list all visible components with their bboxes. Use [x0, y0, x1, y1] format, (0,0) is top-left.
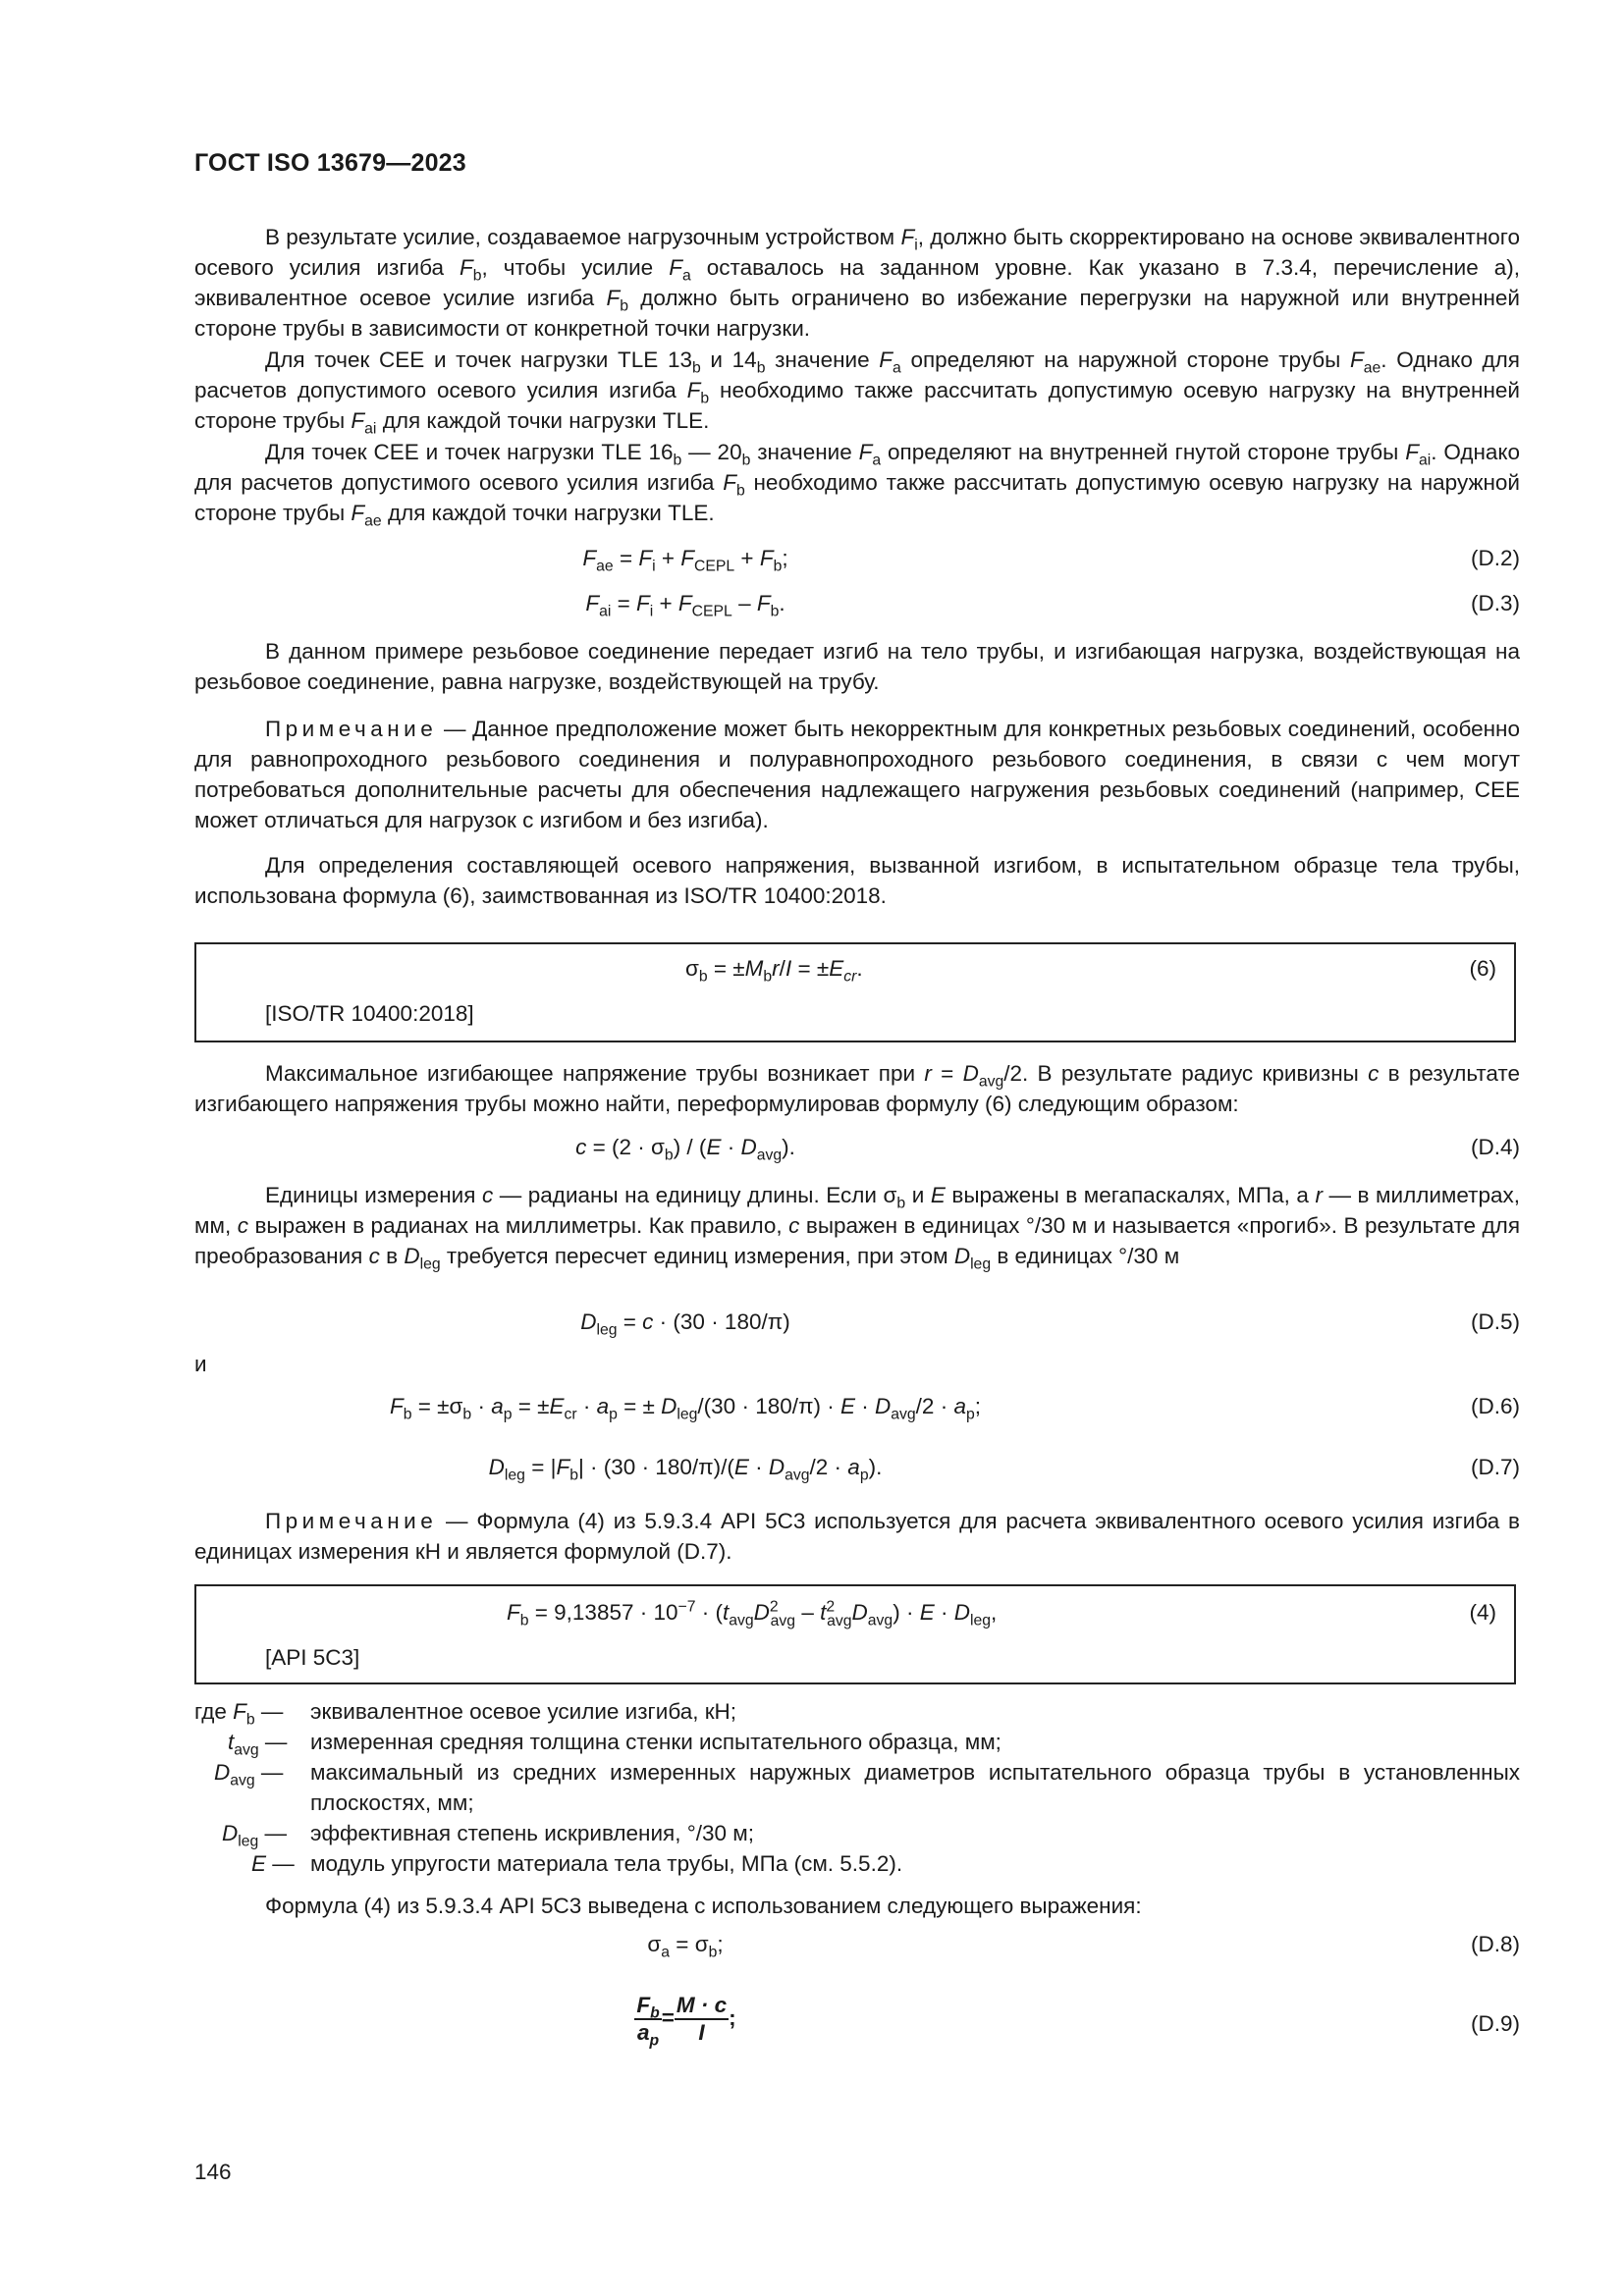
paragraph-6: Максимальное изгибающее напряжение трубы возникает при $r = D_{avg}/2$. В результате радиус кривизны c в результате изгибающего напряжения трубы можно найти, переформулировав формулу (6) следующим образом: — [194, 1061, 1520, 1116]
equation-d7-number: (D.7) — [1471, 1455, 1520, 1479]
formula-6-number: (6) — [1469, 956, 1496, 981]
definition-text: максимальный из средних измеренных наружных диаметров испытательного образца трубы в установленных плоскостях, мм; — [310, 1760, 1520, 1815]
page-number: 146 — [194, 2160, 232, 2184]
equation-d7 — [194, 1451, 1520, 1484]
conjunction-and: и — [194, 1352, 207, 1376]
equation-d9-expression: $\frac{F_b}{a_p}$ = $\frac{M \cdot c}{I}$ ; — [636, 1993, 736, 2050]
equation-d3 — [194, 587, 1520, 620]
document-header: ГОСТ ISO 13679—2023 — [194, 149, 466, 177]
formula-4-expression: $F_b = 9,13857 \cdot 10^{-7} \cdot (t_{avg}D^2_{avg} - t^2_{avg}D_{avg}) \cdot E \cdot D_{leg}$, — [507, 1598, 998, 1629]
equation-d6-number: (D.6) — [1471, 1394, 1520, 1418]
definition-symbol: E — — [251, 1851, 295, 1876]
equation-d7-expression: $D_{leg} = |F_b| \cdot (30 \cdot 180/\pi)/(E \cdot D_{avg}/2 \cdot a_p)$. — [488, 1455, 883, 1484]
equation-d8 — [194, 1928, 1520, 1961]
definition-symbol: $t_{avg}$ — — [228, 1730, 288, 1759]
equation-d4 — [194, 1131, 1520, 1164]
formula-4-number: (4) — [1469, 1600, 1496, 1625]
equation-d5-expression: $D_{leg} = c \cdot (30 \cdot 180/\pi)$ — [580, 1309, 790, 1339]
definition-row — [194, 1848, 1520, 1879]
fraction-left: $\frac{F_b}{a_p}$ — [636, 1993, 660, 2050]
formula-4-source: [API 5C3] — [265, 1645, 360, 1670]
equation-d6 — [194, 1390, 1520, 1423]
equation-d4-expression: $c = (2 \cdot \sigma_b) / (E \cdot D_{avg})$. — [575, 1135, 795, 1164]
equation-d8-expression: $\sigma_a = \sigma_b$; — [647, 1932, 724, 1961]
definition-text: измеренная средняя толщина стенки испытательного образца, мм; — [310, 1730, 1001, 1754]
note-label: Примечание — [265, 717, 438, 741]
equation-d8-number: (D.8) — [1471, 1932, 1520, 1956]
definition-text: эффективная степень искривления, °/30 м; — [310, 1821, 754, 1845]
definition-row — [194, 1696, 1520, 1727]
definition-row — [194, 1818, 1520, 1848]
definition-symbol: где $F_b$ — — [194, 1699, 284, 1729]
equation-d4-number: (D.4) — [1471, 1135, 1520, 1159]
paragraph-1: В результате усилие, создаваемое нагрузочным устройством $F_i$, должно быть скорректировано на основе эквивалентного осевого усилия изгиба $F_b$, чтобы усилие $F_a$ оставалось на заданном уровне. Как указано в 7.3.4, перечисление а), эквивалентное осевое усилие изгиба $F_b$ должно быть ограничено во избежание перегрузки на наружной или внутренней стороне трубы в зависимости от конкретной точки нагрузки. — [194, 225, 1520, 341]
equation-d2-expression: $F_{ae} = F_i + F_{CEPL} + F_b$; — [582, 546, 788, 575]
equation-d5-number: (D.5) — [1471, 1309, 1520, 1334]
paragraph-5: Для определения составляющей осевого напряжения, вызванной изгибом, в испытательном образце тела трубы, использована формула (6), заимствованная из ISO/TR 10400:2018. — [194, 853, 1520, 908]
definition-row — [194, 1727, 1520, 1757]
paragraph-8: Формула (4) из 5.9.3.4 API 5C3 выведена с использованием следующего выражения: — [265, 1894, 1142, 1918]
formula-6-box — [194, 942, 1516, 1042]
note-2: Примечание — Формула (4) из 5.9.3.4 API 5C3 используется для расчета эквивалентного осевого усилия изгиба в единицах измерения кН и является формулой (D.7). — [194, 1509, 1520, 1564]
definition-text: эквивалентное осевое усилие изгиба, кН; — [310, 1699, 737, 1724]
equation-d5 — [194, 1306, 1520, 1339]
equation-d9-number: (D.9) — [1471, 2011, 1520, 2036]
equation-d2 — [194, 542, 1520, 575]
paragraph-3: Для точек CEE и точек нагрузки TLE $16_b$ — $20_b$ значение $F_a$ определяют на внутренней гнутой стороне трубы $F_{ai}$. Однако для расчетов допустимого осевого усилия изгиба $F_b$ необходимо также рассчитать допустимую осевую нагрузку на наружной стороне трубы $F_{ae}$ для каждой точки нагрузки TLE. — [194, 440, 1521, 530]
equation-d6-expression: $F_b = \pm\sigma_b \cdot a_p = \pm E_{cr} \cdot a_p$ = ± $D_{leg}/(30 \cdot 180/\pi) \cdot E \cdot D_{avg}/2 \cdot a_p$; — [390, 1394, 981, 1423]
paragraph-4: В данном примере резьбовое соединение передает изгиб на тело трубы, и изгибающая нагрузка, воздействующая на резьбовое соединение, равна нагрузке, воздействующей на трубу. — [194, 639, 1520, 694]
fraction-right: $\frac{M \cdot c}{I}$ — [676, 1993, 728, 2045]
definition-text: модуль упругости материала тела трубы, МПа (см. 5.5.2). — [310, 1851, 903, 1876]
definition-symbol: $D_{leg}$ — — [222, 1821, 288, 1850]
note-label: Примечание — [265, 1509, 438, 1533]
equation-d3-number: (D.3) — [1471, 591, 1520, 615]
equation-d9 — [194, 1993, 1520, 2056]
definition-symbol: $D_{avg}$ — — [214, 1760, 284, 1789]
formula-4-box — [194, 1584, 1516, 1684]
definition-row — [194, 1757, 1520, 1818]
symbol-definitions — [194, 1696, 1520, 1879]
formula-6-expression: $\sigma_b = \pm M_br/I = \pm E_{cr}$. — [685, 956, 863, 986]
formula-6-source: [ISO/TR 10400:2018] — [265, 1001, 474, 1026]
paragraph-7: Единицы измерения c — радианы на единицу длины. Если $\sigma_b$ и E выражены в мегапаскалях, МПа, а r — в миллиметрах, мм, c выражен в радианах на миллиметры. Как правило, c выражен в единицах °/30 м и называется «прогиб». В результате для преобразования c в $D_{leg}$ требуется пересчет единиц измерения, при этом $D_{leg}$ в единицах °/30 м — [194, 1183, 1520, 1273]
equation-d3-expression: $F_{ai} = F_i + F_{CEPL} - F_b$. — [585, 591, 785, 620]
note-1: Примечание — Данное предположение может быть некорректным для конкретных резьбовых соединений, особенно для равнопроходного резьбового соединения и полуравнопроходного резьбового соединения, в связи с чем могут потребоваться дополнительные расчеты для обеспечения надлежащего нагружения резьбовых соединений (например, CEE может отличаться для нагрузок с изгибом и без изгиба). — [194, 717, 1520, 832]
equation-d2-number: (D.2) — [1471, 546, 1520, 570]
paragraph-2: Для точек CEE и точек нагрузки TLE $13_b$ и $14_b$ значение $F_a$ определяют на наружной стороне трубы $F_{ae}$. Однако для расчетов допустимого осевого усилия изгиба $F_b$ необходимо также рассчитать допустимую осевую нагрузку на внутренней стороне трубы $F_{ai}$ для каждой точки нагрузки TLE. — [194, 347, 1520, 438]
